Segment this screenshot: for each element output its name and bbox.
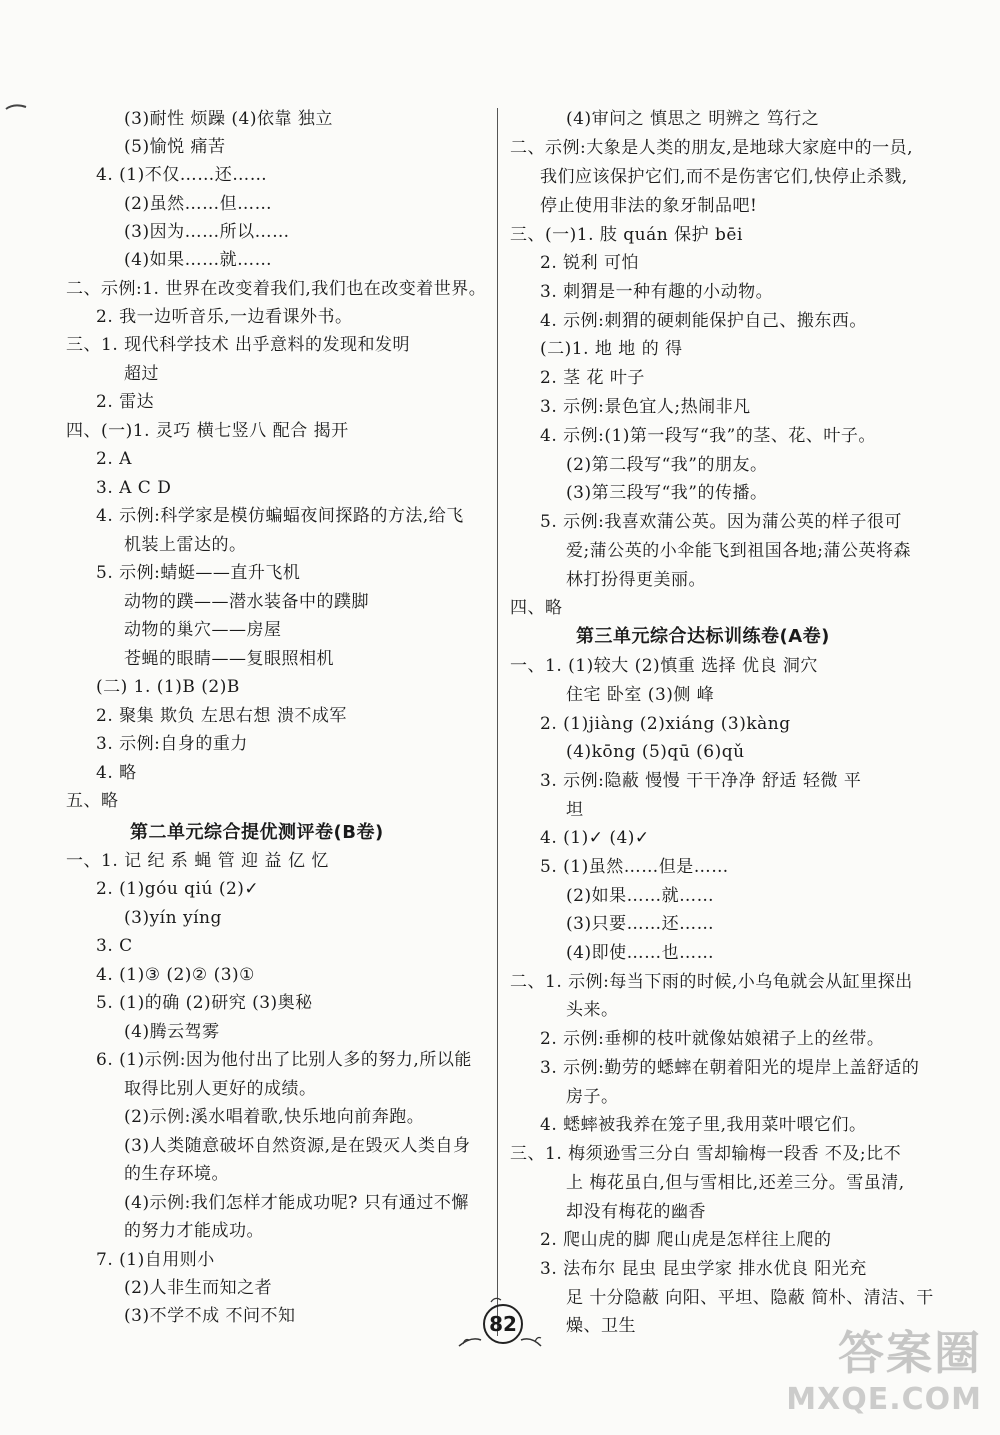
- answer-line: 二、1. 示例:每当下雨的时候,小乌龟就会从缸里探出: [510, 972, 913, 992]
- answer-line: 2. 聚集 欺负 左思右想 溃不成军: [96, 706, 347, 726]
- page-number: 82: [483, 1304, 523, 1344]
- answer-line: 2. 示例:垂柳的枝叶就像姑娘裙子上的丝带。: [540, 1029, 885, 1049]
- answer-line: 4. (1)③ (2)② (3)①: [96, 965, 255, 985]
- answer-line: 4. (1)不仅……还……: [96, 165, 268, 185]
- answer-line: 4. 示例:刺猬的硬刺能保护自己、搬东西。: [540, 311, 867, 331]
- answer-line: 动物的蹼——潜水装备中的蹼脚: [124, 592, 369, 612]
- answer-line: 房子。: [566, 1087, 619, 1107]
- answer-line: (2)示例:溪水唱着歌,快乐地向前奔跑。: [124, 1107, 425, 1127]
- answer-line: (2)第二段写“我”的朋友。: [566, 455, 768, 475]
- answer-line: (2)虽然……但……: [124, 194, 273, 214]
- answer-line: 一、1. (1)较大 (2)慎重 选择 优良 洞穴: [510, 656, 818, 676]
- page-number-badge: [455, 1296, 545, 1356]
- answer-line: 4. (1)✓ (4)✓: [540, 828, 650, 848]
- answer-line: 四、(一)1. 灵巧 横七竖八 配合 揭开: [66, 421, 349, 441]
- answer-line: (3)因为……所以……: [124, 222, 290, 242]
- answer-line: 一、1. 记 纪 系 蝇 管 迎 益 亿 忆: [66, 851, 329, 871]
- answer-line: 2. 锐利 可怕: [540, 253, 640, 273]
- answer-line: (二)1. 地 地 的 得: [540, 339, 683, 359]
- answer-line: 3. 刺猬是一种有趣的小动物。: [540, 282, 774, 302]
- answer-line: 的努力才能成功。: [124, 1221, 264, 1241]
- column-divider: [497, 108, 498, 1336]
- answer-line: 四、略: [510, 598, 563, 618]
- answer-line: 3. 法布尔 昆虫 昆虫学家 排水优良 阳光充: [540, 1259, 867, 1279]
- answer-line: 4. 示例:(1)第一段写“我”的茎、花、叶子。: [540, 426, 876, 446]
- answer-line: 超过: [124, 364, 159, 384]
- answer-line: 机装上雷达的。: [124, 535, 247, 555]
- answer-line: 动物的巢穴——房屋: [124, 620, 282, 640]
- answer-line: 2. 茎 花 叶子: [540, 368, 645, 388]
- answer-line: (3)不学不成 不问不知: [124, 1306, 296, 1326]
- answer-line: 坦: [566, 800, 584, 820]
- section-heading: 第三单元综合达标训练卷(A卷): [576, 626, 830, 647]
- answer-line: 我们应该保护它们,而不是伤害它们,快停止杀戮,: [540, 167, 908, 187]
- answer-line: (3)第三段写“我”的传播。: [566, 483, 768, 503]
- answer-line: 林打扮得更美丽。: [566, 570, 706, 590]
- answer-line: 却没有梅花的幽香: [566, 1202, 706, 1222]
- answer-line: 苍蝇的眼睛——复眼照相机: [124, 649, 334, 669]
- answer-line: 三、1. 梅须逊雪三分白 雪却输梅一段香 不及;比不: [510, 1144, 902, 1164]
- answer-line: (3)人类随意破坏自然资源,是在毁灭人类自身: [124, 1136, 471, 1156]
- answer-line: (3)只要……还……: [566, 914, 715, 934]
- answer-line: 停止使用非法的象牙制品吧!: [540, 196, 758, 216]
- answer-line: 3. 示例:勤劳的蟋蟀在朝着阳光的堤岸上盖舒适的: [540, 1058, 920, 1078]
- answer-line: 2. (1)jiàng (2)xiáng (3)kàng: [540, 714, 791, 734]
- answer-line: 2. 雷达: [96, 392, 155, 412]
- answer-line: 6. (1)示例:因为他付出了比别人多的努力,所以能: [96, 1050, 472, 1070]
- answer-line: (4)如果……就……: [124, 250, 273, 270]
- answer-line: 燥、卫生: [566, 1316, 636, 1336]
- watermark-logo: 答案圈: [838, 1326, 982, 1380]
- answer-line: 4. 略: [96, 763, 137, 783]
- answer-line: (2)人非生而知之者: [124, 1278, 273, 1298]
- answer-line: 2. A: [96, 449, 132, 469]
- answer-line: 2. 爬山虎的脚 爬山虎是怎样往上爬的: [540, 1230, 832, 1250]
- answer-line: 三、1. 现代科学技术 出乎意料的发现和发明: [66, 335, 411, 355]
- answer-line: 二、示例:1. 世界在改变着我们,我们也在改变着世界。: [66, 279, 487, 299]
- answer-line: 3. 示例:景色宜人;热闹非凡: [540, 397, 751, 417]
- answer-line: 足 十分隐蔽 向阳、平坦、隐蔽 简朴、清洁、干: [566, 1288, 934, 1308]
- answer-line: 三、(一)1. 肢 quán 保护 bēi: [510, 225, 743, 245]
- answer-line: (4)即使……也……: [566, 943, 715, 963]
- answer-line: 2. (1)góu qiú (2)✓: [96, 879, 260, 899]
- answer-line: 3. C: [96, 936, 133, 956]
- answer-line: 5. 示例:蜻蜓——直升飞机: [96, 563, 301, 583]
- answer-line: (4)kōng (5)qū (6)qǔ: [566, 742, 745, 762]
- answer-line: 5. (1)虽然……但是……: [540, 857, 729, 877]
- answer-line: 爱;蒲公英的小伞能飞到祖国各地;蒲公英将森: [566, 541, 911, 561]
- answer-line: (4)审问之 慎思之 明辨之 笃行之: [566, 109, 820, 129]
- answer-line: (5)愉悦 痛苦: [124, 137, 226, 157]
- answer-line: (4)示例:我们怎样才能成功呢? 只有通过不懈: [124, 1193, 469, 1213]
- answer-line: 上 梅花虽白,但与雪相比,还差三分。雪虽清,: [566, 1173, 905, 1193]
- answer-line: (3)耐性 烦躁 (4)依靠 独立: [124, 109, 333, 129]
- scan-corner-mark: [4, 100, 28, 119]
- answer-line: 4. 蟋蟀被我养在笼子里,我用菜叶喂它们。: [540, 1115, 867, 1135]
- answer-line: 五、略: [66, 791, 119, 811]
- answer-line: 5. 示例:我喜欢蒲公英。因为蒲公英的样子很可: [540, 512, 902, 532]
- watermark: [730, 1317, 990, 1427]
- answer-line: 3. 示例:隐蔽 慢慢 干干净净 舒适 轻微 平: [540, 771, 862, 791]
- answer-line: 头来。: [566, 1000, 619, 1020]
- answer-line: 5. (1)的确 (2)研究 (3)奥秘: [96, 993, 313, 1013]
- answer-line: 3. 示例:自身的重力: [96, 734, 248, 754]
- answer-line: 3. A C D: [96, 478, 172, 498]
- answer-line: (2)如果……就……: [566, 886, 715, 906]
- answer-line: 7. (1)自用则小: [96, 1250, 215, 1270]
- answer-line: 4. 示例:科学家是模仿蝙蝠夜间探路的方法,给飞: [96, 506, 464, 526]
- watermark-url: MXQE.COM: [786, 1382, 982, 1417]
- answer-line: 取得比别人更好的成绩。: [124, 1079, 317, 1099]
- answer-line: 2. 我一边听音乐,一边看课外书。: [96, 307, 353, 327]
- answer-line: (二) 1. (1)B (2)B: [96, 677, 240, 697]
- section-heading: 第二单元综合提优测评卷(B卷): [130, 822, 384, 843]
- answer-line: 的生存环境。: [124, 1164, 229, 1184]
- answer-line: 二、示例:大象是人类的朋友,是地球大家庭中的一员,: [510, 138, 914, 158]
- answer-line: 住宅 卧室 (3)侧 峰: [566, 685, 715, 705]
- answer-line: (4)腾云驾雾: [124, 1022, 220, 1042]
- answer-line: (3)yín yíng: [124, 908, 222, 928]
